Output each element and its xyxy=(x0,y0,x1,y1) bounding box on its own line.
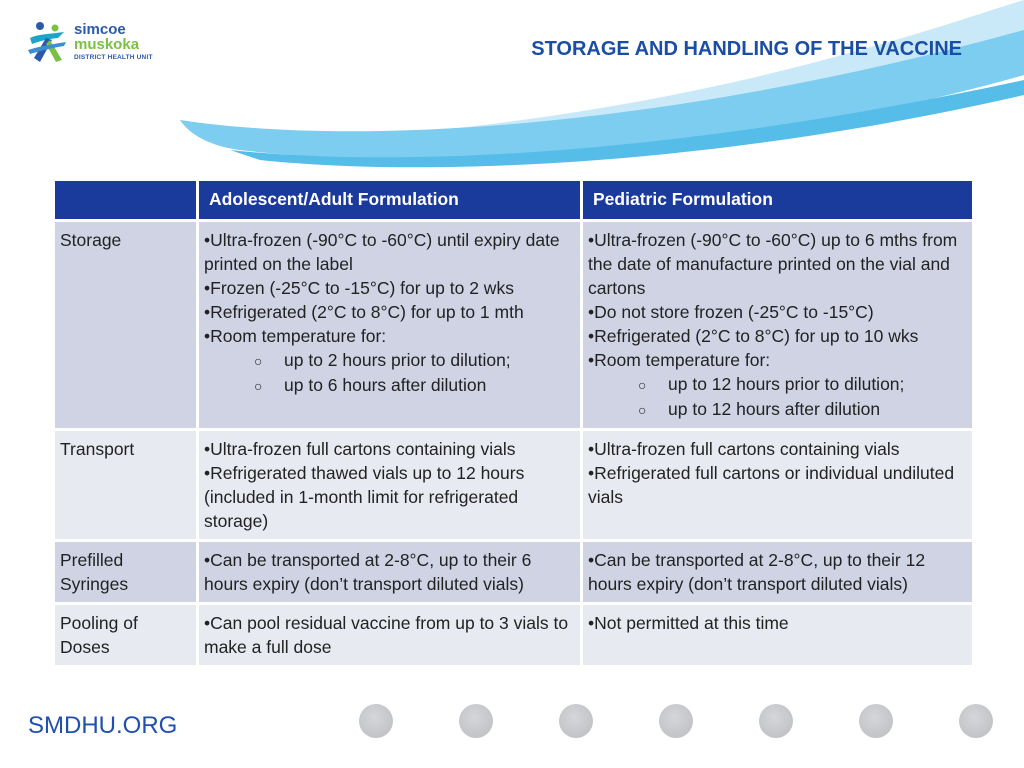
logo-line-3: DISTRICT HEALTH UNIT xyxy=(74,54,153,61)
logo-figure-icon xyxy=(28,20,68,64)
list-item: •Refrigerated (2°C to 8°C) for up to 1 mth xyxy=(204,302,524,322)
circle-bullet-icon: ○ xyxy=(638,377,647,393)
table-header-row xyxy=(54,180,974,221)
logo-line-1: simcoe xyxy=(74,21,126,38)
list-item: •Can be transported at 2-8°C, up to their 12 hours expiry (don’t transport diluted vials) xyxy=(588,550,926,594)
cell-adult xyxy=(198,221,582,430)
cell-pediatric xyxy=(582,221,974,430)
circle-bullet-icon: ○ xyxy=(254,378,263,394)
decorative-dot xyxy=(759,704,793,738)
row-label: Transport xyxy=(54,430,198,541)
cell-pediatric xyxy=(582,604,974,667)
header-empty xyxy=(54,180,198,221)
decorative-dot xyxy=(459,704,493,738)
sub-list-item: ○ up to 2 hours prior to dilution; xyxy=(204,348,575,373)
decorative-dot xyxy=(859,704,893,738)
sub-list-item: ○ up to 6 hours after dilution xyxy=(204,373,575,398)
decorative-dot xyxy=(659,704,693,738)
sub-list-item: ○ up to 12 hours after dilution xyxy=(588,397,967,422)
cell-pediatric xyxy=(582,541,974,604)
page-title: STORAGE AND HANDLING OF THE VACCINE xyxy=(531,38,962,60)
table-row-storage xyxy=(54,221,974,430)
table-row-transport xyxy=(54,430,974,541)
logo[interactable] xyxy=(28,20,158,70)
header-pediatric: Pediatric Formulation xyxy=(582,180,974,221)
footer-website-link[interactable]: SMDHU.ORG xyxy=(28,712,178,739)
cell-adult xyxy=(198,604,582,667)
cell-adult xyxy=(198,541,582,604)
cell-adult xyxy=(198,430,582,541)
circle-bullet-icon: ○ xyxy=(638,402,647,418)
list-item: •Ultra-frozen (-90°C to -60°C) until expiry date printed on the label xyxy=(204,230,560,274)
sub-list-item: ○ up to 12 hours prior to dilution; xyxy=(588,372,967,397)
list-item: •Ultra-frozen (-90°C to -60°C) up to 6 mths from the date of manufacture printed on the vial and cartons xyxy=(588,230,958,298)
decorative-dot xyxy=(559,704,593,738)
row-label: Storage xyxy=(54,221,198,430)
decorative-dot xyxy=(359,704,393,738)
table-row-pooling xyxy=(54,604,974,667)
list-item: •Can pool residual vaccine from up to 3 vials to make a full dose xyxy=(204,613,569,657)
list-item: •Refrigerated (2°C to 8°C) for up to 10 wks xyxy=(588,326,919,346)
decorative-dot xyxy=(959,704,993,738)
list-item: •Can be transported at 2-8°C, up to their 6 hours expiry (don’t transport diluted vials) xyxy=(204,550,532,594)
list-item: •Refrigerated thawed vials up to 12 hours (included in 1-month limit for refrigerated storage) xyxy=(204,463,525,531)
table-row-prefilled-syringes xyxy=(54,541,974,604)
cell-pediatric xyxy=(582,430,974,541)
storage-table xyxy=(52,178,975,668)
list-item: •Room temperature for: xyxy=(588,350,771,370)
logo-line-2: muskoka xyxy=(74,36,140,53)
row-label: Prefilled Syringes xyxy=(54,541,198,604)
circle-bullet-icon: ○ xyxy=(254,353,263,369)
list-item: •Do not store frozen (-25°C to -15°C) xyxy=(588,302,874,322)
list-item: •Not permitted at this time xyxy=(588,613,789,633)
header-adult: Adolescent/Adult Formulation xyxy=(198,180,582,221)
row-label: Pooling of Doses xyxy=(54,604,198,667)
list-item: •Ultra-frozen full cartons containing vials xyxy=(588,439,900,459)
list-item: •Frozen (-25°C to -15°C) for up to 2 wks xyxy=(204,278,514,298)
list-item: •Refrigerated full cartons or individual undiluted vials xyxy=(588,463,955,507)
list-item: •Room temperature for: xyxy=(204,326,387,346)
list-item: •Ultra-frozen full cartons containing vials xyxy=(204,439,516,459)
